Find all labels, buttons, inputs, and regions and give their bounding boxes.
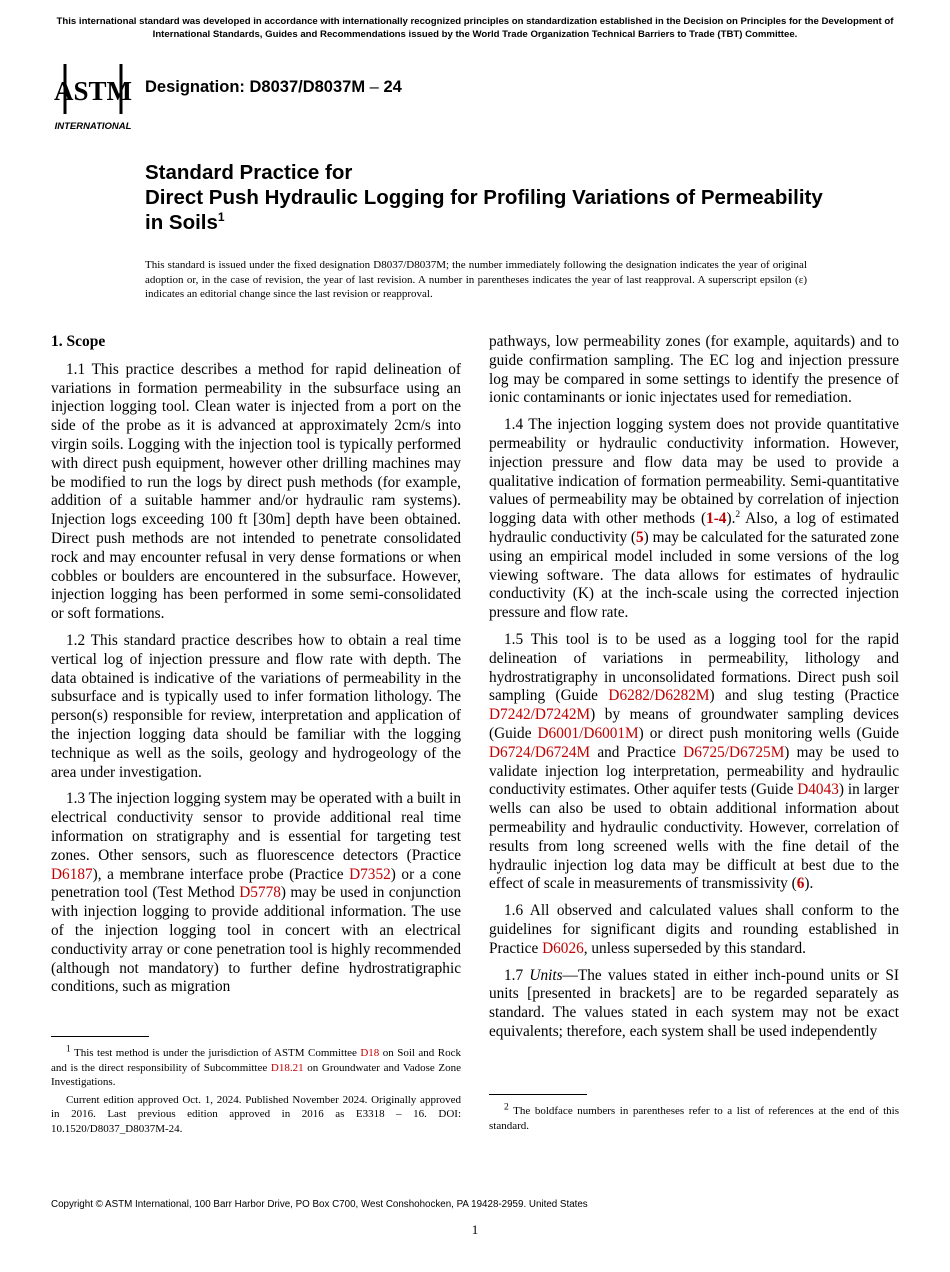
page-number: 1 xyxy=(471,1222,479,1237)
paragraph-1-2: 1.2 This standard practice describes how to obtain a real time vertical log of injection pressure and flow rate with depth. The data obtained is indicative of the variations of permeability in the subsurface and is typically used to infer formation lithology. The person(s) responsible for review, interpretation and application of the injection logging data should be familiar with the logging technique as well as the soils, geology and hydrogeology of the area under investigation. xyxy=(51,631,461,781)
ref-link-d4043[interactable]: D4043 xyxy=(797,781,839,799)
ref-link-d18-21[interactable]: D18.21 xyxy=(270,1061,304,1074)
title-line-1: Standard Practice for xyxy=(145,161,353,184)
tbt-banner: This international standard was developed in accordance with internationally recognized principles on standardization established in the Decision on Principles for the Development of International Standards, Guides and Recommendations issued by the World Trade Organization Technical Barriers to Trade (TBT) Committee. xyxy=(56,16,894,40)
logo-mark: ASTM xyxy=(53,76,133,106)
issue-note: This standard is issued under the fixed designation D8037/D8037M; the number immediately following the designation indicates the year of original adoption or, in the case of revision, the year of last revision. A number in parentheses indicates the year of last reapproval. A superscript epsilon (ε) indicates an editorial change since the last revision or reapproval. xyxy=(145,259,807,300)
designation-year: 24 xyxy=(383,78,402,96)
footnote-1-edition: Current edition approved Oct. 1, 2024. Published November 2024. Originally approved in 2016. Last previous edition approved in 2016 as E3318 – 16. DOI: 10.1520/D8037_D8037M-24. xyxy=(51,1093,461,1135)
designation xyxy=(145,77,402,97)
copyright-notice: Copyright © ASTM International, 100 Barr Harbor Drive, PO Box C700, West Conshohocken, PA 19428-2959. United States xyxy=(51,1199,588,1210)
paragraph-1-3: 1.3 The injection logging system may be operated with a built in electrical conductivity sensor to provide additional real time information on stratigraphy and is essential for targeting test zones. Other sensors, such as fluorescence detectors (Practice D6187), a membrane interface probe (Practice D7352) or a cone penetration tool (Test Method D5778) may be used in conjunction with injection logging to provide additional information. The use of the injection logging tool in concert with an electrical conductivity array or cone penetration tool is highly recommended (although not mandatory) to further define hydrostratigraphic conditions, such as migration xyxy=(51,790,461,996)
designation-dash: – xyxy=(365,78,384,96)
paragraph-1-3-continued: pathways, low permeability zones (for example, aquitards) and to guide confirmation sampling. The EC log and injection pressure log may be compared in some settings to identify the presence of ionic contaminants or ionic injectates used for remediation. xyxy=(489,333,899,407)
left-column xyxy=(51,333,461,1005)
footnote-2: $^2$ The boldface numbers in parentheses refer to a list of references at the end of this standard. xyxy=(489,1102,899,1132)
paragraph-1-1: 1.1 This practice describes a method for rapid delineation of variations in formation permeability in the subsurface using an injection logging tool. Clean water is injected from a port on the side of the probe as it is advanced at approximately 2cm/s into virgin soils. Logging with the injection tool is typically performed with direct push equipment, however other drilling machines may be modified to run the logs by direct push methods (for example, addition of a suitable hammer and/or hydraulic ram systems). Injection logs exceeding 100 ft [30m] depth have been obtained. Direct push methods are not intended to penetrate consolidated rock and may encounter refusal in very dense formations or when cobbles or boulders are encountered in the subsurface. However, injection logging has been performed in some semi-consolidated or soft formations. xyxy=(51,360,461,623)
right-column xyxy=(489,333,899,1050)
ref-link-d6724[interactable]: D6724/D6724M xyxy=(489,743,591,761)
paragraph-1-6: 1.6 All observed and calculated values shall conform to the guidelines for significant digits and rounding established in Practice D6026, unless superseded by this standard. xyxy=(489,902,899,957)
ref-link-d5778[interactable]: D5778 xyxy=(239,884,281,902)
ref-link-d7352[interactable]: D7352 xyxy=(349,865,391,883)
ref-link-d6725[interactable]: D6725/D6725M xyxy=(683,743,785,761)
ref-link-d6282[interactable]: D6282/D6282M xyxy=(608,687,710,705)
ref-link-5[interactable]: 5 xyxy=(636,528,644,546)
document-title xyxy=(145,160,845,235)
paragraph-1-5: 1.5 This tool is to be used as a logging tool for the rapid delineation of variations in permeability, lithology and hydrostratigraphy in unconsolidated formations. Direct push soil sampling (Guide D6282/D6282M) and slug testing (Practice D7242/D7242M) by means of groundwater sampling devices (Guide D6001/D6001M) or direct push monitoring wells (Guide D6724/D6724M and Practice D6725/D6725M) may be used to validate injection log interpretation, permeability and hydraulic conductivity estimates. Other aquifer tests (Guide D4043) in larger wells can also be used to obtain additional information about permeability and hydraulic conductivity. However, correlation of results from long screened wells with the fine detail of the hydraulic injection log data may be difficult at best due to the effect of scale in measurements of transmissivity (6). xyxy=(489,630,900,893)
astm-logo xyxy=(51,56,135,132)
section-heading-scope: 1. Scope xyxy=(51,333,106,350)
footnote-2-mark: 2 xyxy=(504,1102,509,1113)
title-footnote-mark: 1 xyxy=(217,210,225,225)
footnote-rule-right xyxy=(489,1094,587,1095)
title-line-2: Direct Push Hydraulic Logging for Profiling Variations of Permeability in Soils$^1$ xyxy=(145,186,823,234)
designation-label: Designation: D8037/D8037M xyxy=(145,78,366,96)
ref-link-d18[interactable]: D18 xyxy=(360,1047,380,1059)
logo-subtext: INTERNATIONAL xyxy=(54,121,132,132)
units-term: Units xyxy=(529,966,563,984)
ref-link-6[interactable]: 6 xyxy=(796,875,805,893)
footnote-1-mark: 1 xyxy=(66,1044,71,1055)
ref-link-d7242[interactable]: D7242/D7242M xyxy=(489,706,591,724)
ref-link-d6026[interactable]: D6026 xyxy=(542,939,584,957)
paragraph-1-7: 1.7 Units—The values stated in either inch-pound units or SI units [presented in brackets] are to be regarded separately as standard. The values stated in each system may not be exact equivalents; therefore, each system shall be used independently xyxy=(489,966,899,1040)
ref-link-d6187[interactable]: D6187 xyxy=(51,865,93,883)
paragraph-1-4: 1.4 The injection logging system does not provide quantitative permeability or hydraulic conductivity information. However, injection pressure and flow data may be used to provide a qualitative indication of formation permeability. Semi-quantitative values of permeability may be obtained by correlation of injection logging data with other methods (1-4).$^2$ Also, a log of estimated hydraulic conductivity (5) may be calculated for the saturated zone using an empirical model included in some versions of the log viewing software. The data allows for estimates of hydraulic conductivity (K) at the inch-scale using the corrected injection pressure and flow rate. xyxy=(489,416,900,622)
ref-link-d6001[interactable]: D6001/D6001M xyxy=(537,724,639,742)
footnote-mark-2: 2 xyxy=(735,510,741,521)
footnote-1: $^1$ This test method is under the jurisdiction of ASTM Committee D18 on Soil and Rock and is the direct responsibility of Subcommittee D18.21 on Groundwater and Vadose Zone Investigations. Current edition approved Oct. 1, 2024. Published November 2024. Originally approved in 2016. Last previous edition approved in 2016 as E3318 – 16. DOI: 10.1520/D8037_D8037M-24. xyxy=(51,1044,461,1135)
footnote-rule-left xyxy=(51,1036,149,1037)
ref-link-1-4[interactable]: 1-4 xyxy=(706,510,727,528)
